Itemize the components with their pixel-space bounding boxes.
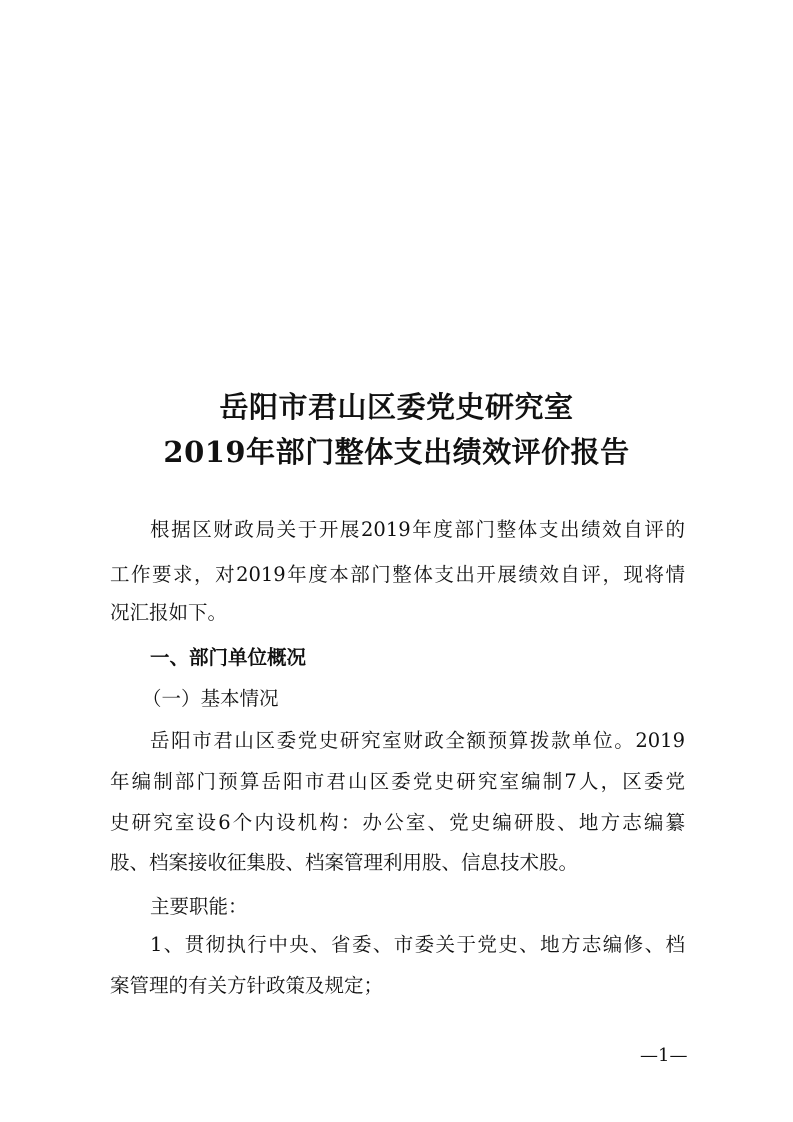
page-number: —1— [640, 1045, 688, 1066]
paragraph-line: 1、贯彻执行中央、省委、市委关于党史、地方志编修、档 [150, 933, 685, 956]
paragraph-line: 工作要求，对2019年度本部门整体支出开展绩效自评，现将情 [110, 563, 685, 586]
subsection-heading: （一）基本情况 [142, 687, 279, 710]
title-line-2: 2019年部门整体支出绩效评价报告 [163, 435, 630, 469]
paragraph-line: 史研究室设6个内设机构：办公室、党史编研股、地方志编纂 [110, 811, 685, 834]
title-line-1: 岳阳市君山区委党史研究室 [219, 390, 574, 424]
paragraph-line: 主要职能： [150, 895, 248, 918]
paragraph-line: 根据区财政局关于开展2019年度部门整体支出绩效自评的 [150, 518, 685, 541]
section-heading: 一、部门单位概况 [150, 646, 307, 669]
paragraph-line: 岳阳市君山区委党史研究室财政全额预算拨款单位。2019 [150, 729, 685, 752]
paragraph-line: 案管理的有关方针政策及规定； [110, 974, 384, 997]
paragraph-line: 股、档案接收征集股、档案管理利用股、信息技术股。 [110, 851, 579, 874]
paragraph-line: 年编制部门预算岳阳市君山区委党史研究室编制7人，区委党 [110, 770, 685, 793]
paragraph-line: 况汇报如下。 [110, 601, 228, 624]
